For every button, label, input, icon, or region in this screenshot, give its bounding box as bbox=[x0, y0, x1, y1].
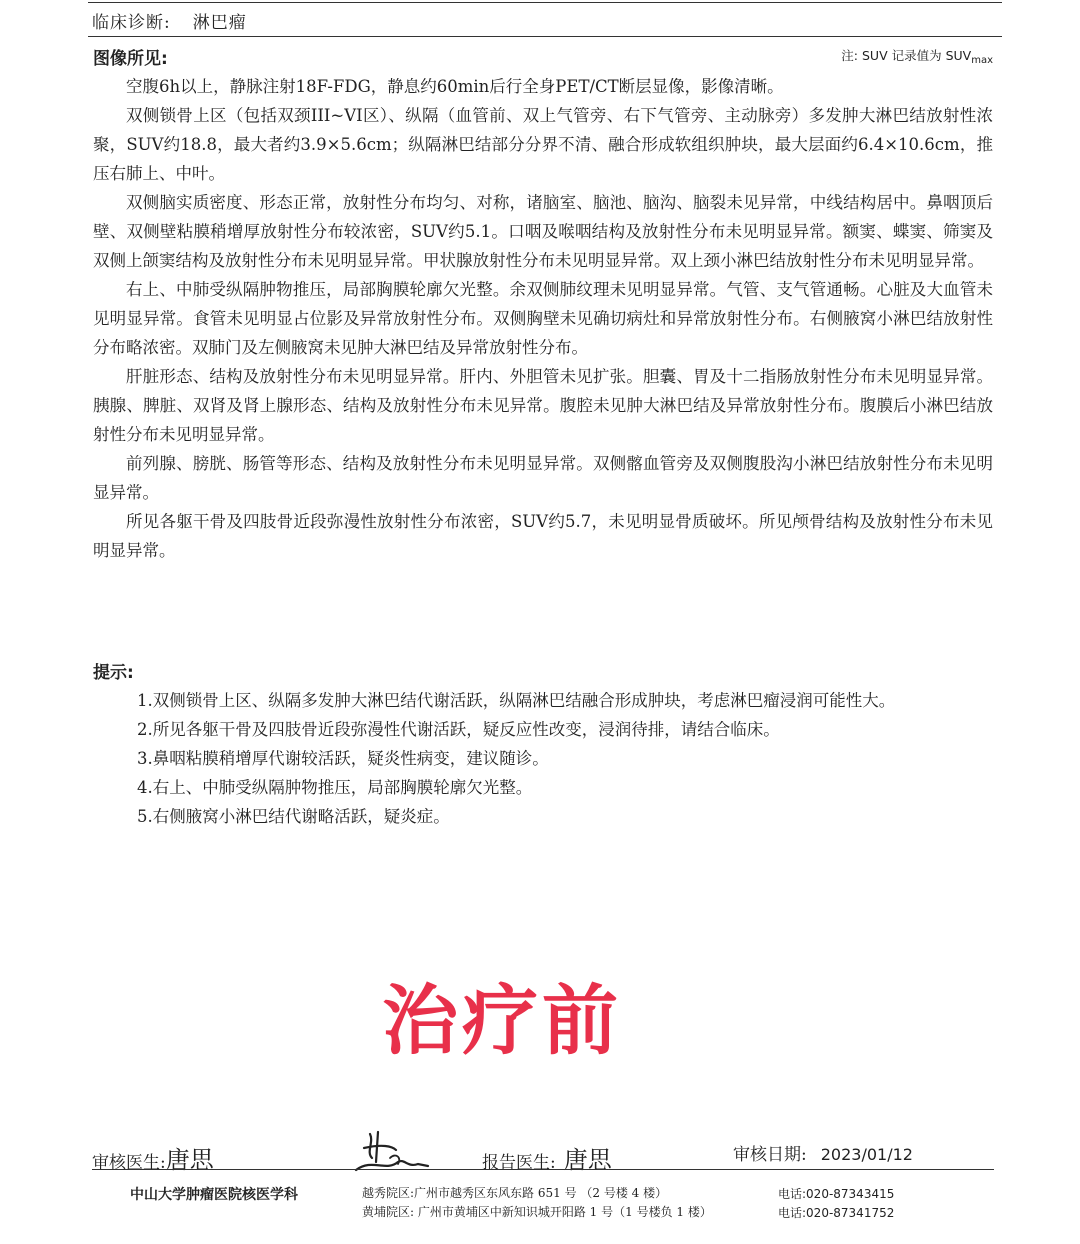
findings-paragraph: 前列腺、膀胱、肠管等形态、结构及放射性分布未见明显异常。双侧髂血管旁及双侧腹股沟小淋巴结放射性分布未见明显异常。 bbox=[93, 454, 993, 502]
diagnosis-value: 淋巴瘤 bbox=[192, 13, 247, 33]
conclusion-item: 1.双侧锁骨上区、纵隔多发肿大淋巴结代谢活跃，纵隔淋巴结融合形成肿块，考虑淋巴瘤浸润可能性大。 bbox=[137, 691, 896, 710]
conclusion-item: 4.右上、中肺受纵隔肿物推压，局部胸膜轮廓欠光整。 bbox=[137, 778, 533, 797]
findings-paragraph: 肝脏形态、结构及放射性分布未见明显异常。肝内、外胆管未见扩张。胆囊、胃及十二指肠放射性分布未见明显异常。胰腺、脾脏、双肾及肾上腺形态、结构及放射性分布未见异常。腹腔未见肿大淋巴结及异常放射性分布。腹膜后小淋巴结放射性分布未见明显异常。 bbox=[93, 367, 993, 444]
findings-paragraph: 右上、中肺受纵隔肿物推压，局部胸膜轮廓欠光整。余双侧肺纹理未见明显异常。气管、支气管通畅。心脏及大血管未见明显异常。食管未见明显占位影及异常放射性分布。双侧胸壁未见确切病灶和异常放射性分布。右侧腋窝小淋巴结放射性分布略浓密。双肺门及左侧腋窝未见肿大淋巴结及异常放射性分布。 bbox=[93, 280, 993, 357]
clinical-diagnosis bbox=[92, 8, 247, 33]
findings-paragraph: 空腹6h以上，静脉注射18F-FDG，静息约60min后行全身PET/CT断层显像，影像清晰。 bbox=[126, 77, 784, 96]
review-date-label: 审核日期: bbox=[733, 1145, 807, 1165]
reviewer-label: 审核医生: bbox=[92, 1153, 166, 1173]
address-yuexiu: 越秀院区:广州市越秀区东风东路 651 号 （2 号楼 4 楼） bbox=[362, 1186, 668, 1200]
reporter-label: 报告医生: bbox=[482, 1153, 556, 1173]
reviewer-name: 唐思 bbox=[165, 1146, 214, 1174]
treatment-stage-stamp: 治疗前 bbox=[382, 976, 622, 1065]
suv-note-sub: max bbox=[971, 55, 993, 66]
reporter-name: 唐思 bbox=[563, 1146, 612, 1174]
department-name: 中山大学肿瘤医院核医学科 bbox=[130, 1187, 298, 1203]
suv-note-text: 注: SUV 记录值为 SUV bbox=[841, 48, 972, 63]
conclusion-item: 3.鼻咽粘膜稍增厚代谢较活跃，疑炎性病变，建议随诊。 bbox=[137, 749, 549, 768]
footer-divider bbox=[92, 1169, 994, 1170]
conclusion-body bbox=[93, 686, 993, 831]
review-date-block bbox=[733, 1140, 913, 1165]
conclusion-item: 5.右侧腋窝小淋巴结代谢略活跃，疑炎症。 bbox=[137, 807, 450, 826]
findings-title: 图像所见: bbox=[93, 49, 168, 69]
conclusion-list bbox=[93, 686, 993, 831]
phone-huangpu: 电话:020-87341752 bbox=[778, 1206, 895, 1220]
review-date-value: 2023/01/12 bbox=[820, 1145, 913, 1164]
conclusion-title: 提示: bbox=[93, 663, 134, 683]
findings-body bbox=[93, 72, 993, 565]
findings-paragraph: 双侧锁骨上区（包括双颈III~VI区）、纵隔（血管前、双上气管旁、右下气管旁、主动脉旁）多发肿大淋巴结放射性浓聚，SUV约18.8，最大者约3.9×5.6cm；纵隔淋巴结部分分界不清、融合形成软组织肿块，最大层面约6.4×10.6cm，推压右肺上、中叶。 bbox=[93, 106, 993, 183]
findings-paragraph: 所见各躯干骨及四肢骨近段弥漫性放射性分布浓密，SUV约5.7，未见明显骨质破坏。所见颅骨结构及放射性分布未见明显异常。 bbox=[93, 512, 993, 560]
findings-paragraph: 双侧脑实质密度、形态正常，放射性分布均匀、对称，诸脑室、脑池、脑沟、脑裂未见异常，中线结构居中。鼻咽顶后壁、双侧壁粘膜稍增厚放射性分布较浓密，SUV约5.1。口咽及喉咽结构及放射性分布未见明显异常。额窦、蝶窦、筛窦及双侧上颌窦结构及放射性分布未见明显异常。甲状腺放射性分布未见明显异常。双上颈小淋巴结放射性分布未见明显异常。 bbox=[93, 193, 993, 270]
top-border bbox=[88, 2, 1002, 3]
diagnosis-label: 临床诊断: bbox=[92, 13, 171, 33]
address-huangpu: 黄埔院区: 广州市黄埔区中新知识城开阳路 1 号（1 号楼负 1 楼） bbox=[362, 1205, 712, 1219]
header-divider bbox=[88, 36, 1002, 37]
suv-note bbox=[841, 46, 993, 66]
conclusion-item: 2.所见各躯干骨及四肢骨近段弥漫性代谢活跃，疑反应性改变，浸润待排，请结合临床。 bbox=[137, 720, 780, 739]
phone-yuexiu: 电话:020-87343415 bbox=[778, 1187, 895, 1201]
